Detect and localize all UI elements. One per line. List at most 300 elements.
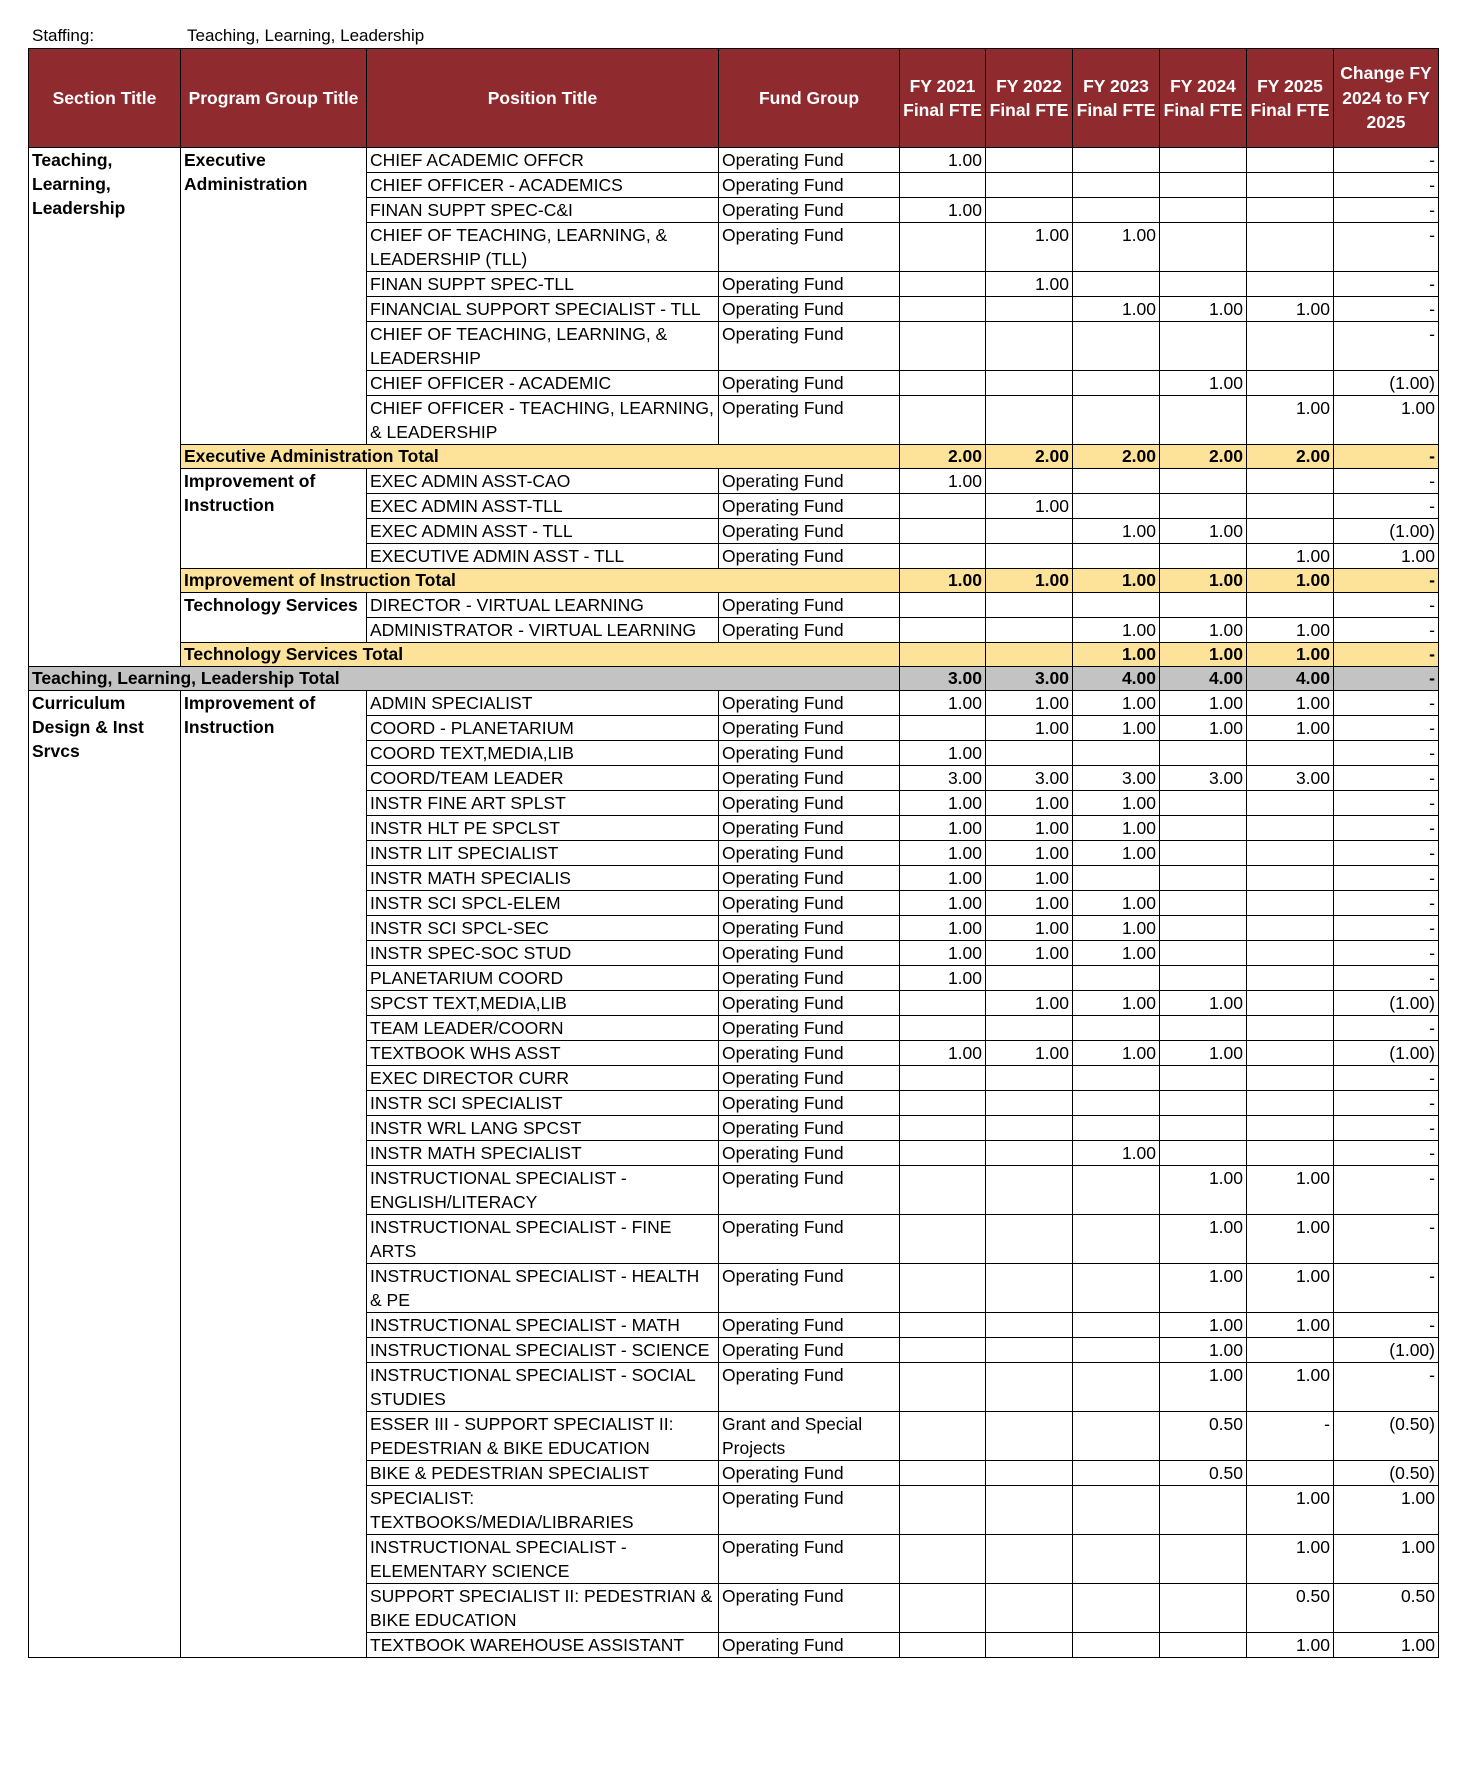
fy2023-cell: 1.00 <box>1073 816 1160 841</box>
fy2021-cell: 1.00 <box>900 1041 986 1066</box>
fy2021-cell <box>900 272 986 297</box>
fund-group-cell: Operating Fund <box>719 1116 900 1141</box>
total-fy2021-cell: 1.00 <box>900 569 986 593</box>
total-change-cell: - <box>1334 445 1439 469</box>
fy2024-cell <box>1160 966 1247 991</box>
fy2025-cell <box>1247 941 1334 966</box>
fy2021-cell: 1.00 <box>900 941 986 966</box>
fy2023-cell <box>1073 966 1160 991</box>
position-title-cell: INSTR SCI SPCL-ELEM <box>367 891 719 916</box>
fund-group-cell: Operating Fund <box>719 941 900 966</box>
fy2022-cell <box>986 173 1073 198</box>
fy2023-cell <box>1073 1016 1160 1041</box>
position-title-cell: SPECIALIST: TEXTBOOKS/MEDIA/LIBRARIES <box>367 1486 719 1535</box>
group-total-row <box>29 445 1439 469</box>
fund-group-cell: Operating Fund <box>719 691 900 716</box>
fy2024-cell: 1.00 <box>1160 691 1247 716</box>
fy2022-cell <box>986 322 1073 371</box>
fy2025-cell <box>1247 371 1334 396</box>
fund-group-cell: Operating Fund <box>719 1066 900 1091</box>
fy2024-cell <box>1160 322 1247 371</box>
change-cell: - <box>1334 1141 1439 1166</box>
fy2023-cell <box>1073 1313 1160 1338</box>
header-fy2024: FY 2024 Final FTE <box>1160 49 1247 148</box>
fy2025-cell <box>1247 223 1334 272</box>
fy2021-cell: 1.00 <box>900 816 986 841</box>
fund-group-cell: Grant and Special Projects <box>719 1412 900 1461</box>
fy2022-cell <box>986 1264 1073 1313</box>
change-cell: - <box>1334 297 1439 322</box>
change-cell: - <box>1334 1166 1439 1215</box>
fy2023-cell <box>1073 198 1160 223</box>
fy2023-cell <box>1073 396 1160 445</box>
fy2022-cell <box>986 1486 1073 1535</box>
fy2022-cell: 1.00 <box>986 841 1073 866</box>
caption-value: Teaching, Learning, Leadership <box>187 26 425 45</box>
position-title-cell: INSTRUCTIONAL SPECIALIST - FINE ARTS <box>367 1215 719 1264</box>
position-title-cell: PLANETARIUM COORD <box>367 966 719 991</box>
fy2023-cell: 1.00 <box>1073 916 1160 941</box>
fund-group-cell: Operating Fund <box>719 841 900 866</box>
change-cell: - <box>1334 691 1439 716</box>
fy2024-cell: 1.00 <box>1160 1363 1247 1412</box>
change-cell: - <box>1334 173 1439 198</box>
fy2025-cell: 1.00 <box>1247 1264 1334 1313</box>
change-cell: - <box>1334 322 1439 371</box>
fy2025-cell <box>1247 1041 1334 1066</box>
fy2023-cell: 1.00 <box>1073 297 1160 322</box>
fy2023-cell: 1.00 <box>1073 841 1160 866</box>
fy2021-cell <box>900 1363 986 1412</box>
fy2022-cell <box>986 1412 1073 1461</box>
fy2022-cell <box>986 198 1073 223</box>
fy2024-cell <box>1160 1486 1247 1535</box>
fy2021-cell <box>900 1412 986 1461</box>
fy2023-cell: 1.00 <box>1073 791 1160 816</box>
fy2025-cell <box>1247 1141 1334 1166</box>
fy2021-cell: 1.00 <box>900 741 986 766</box>
fy2023-cell <box>1073 1091 1160 1116</box>
total-fy2023-cell: 4.00 <box>1073 667 1160 691</box>
fy2021-cell <box>900 1264 986 1313</box>
program-group-cell: Executive Administration <box>181 148 367 445</box>
fy2022-cell: 1.00 <box>986 816 1073 841</box>
fy2021-cell: 1.00 <box>900 866 986 891</box>
change-cell: - <box>1334 1091 1439 1116</box>
fund-group-cell: Operating Fund <box>719 966 900 991</box>
fy2024-cell <box>1160 1584 1247 1633</box>
fy2023-cell: 1.00 <box>1073 519 1160 544</box>
header-program-group-title: Program Group Title <box>181 49 367 148</box>
fy2025-cell <box>1247 791 1334 816</box>
fy2025-cell <box>1247 866 1334 891</box>
fy2022-cell <box>986 1535 1073 1584</box>
change-cell: (1.00) <box>1334 1338 1439 1363</box>
change-cell: - <box>1334 469 1439 494</box>
fy2024-cell: 1.00 <box>1160 716 1247 741</box>
fy2021-cell <box>900 223 986 272</box>
position-title-cell: INSTRUCTIONAL SPECIALIST - SOCIAL STUDIES <box>367 1363 719 1412</box>
fy2023-cell <box>1073 741 1160 766</box>
fy2024-cell: 3.00 <box>1160 766 1247 791</box>
position-title-cell: TEXTBOOK WAREHOUSE ASSISTANT <box>367 1633 719 1658</box>
program-group-cell: Technology Services <box>181 593 367 643</box>
fy2021-cell <box>900 716 986 741</box>
fy2025-cell <box>1247 1338 1334 1363</box>
page-caption <box>32 26 425 46</box>
total-fy2021-cell: 3.00 <box>900 667 986 691</box>
position-title-cell: ESSER III - SUPPORT SPECIALIST II: PEDESTRIAN & BIKE EDUCATION <box>367 1412 719 1461</box>
change-cell: - <box>1334 1116 1439 1141</box>
position-title-cell: INSTR SCI SPCL-SEC <box>367 916 719 941</box>
change-cell: 1.00 <box>1334 396 1439 445</box>
fy2022-cell <box>986 1066 1073 1091</box>
fund-group-cell: Operating Fund <box>719 791 900 816</box>
fy2023-cell <box>1073 469 1160 494</box>
fy2022-cell <box>986 1215 1073 1264</box>
fy2022-cell <box>986 396 1073 445</box>
fy2021-cell <box>900 1016 986 1041</box>
fy2024-cell <box>1160 1066 1247 1091</box>
fy2024-cell <box>1160 148 1247 173</box>
change-cell: 0.50 <box>1334 1584 1439 1633</box>
table-body <box>29 148 1439 1658</box>
change-cell: (0.50) <box>1334 1412 1439 1461</box>
fy2024-cell <box>1160 198 1247 223</box>
fy2023-cell: 1.00 <box>1073 223 1160 272</box>
fy2021-cell <box>900 1313 986 1338</box>
table-row <box>29 469 1439 494</box>
fy2021-cell <box>900 396 986 445</box>
header-section-title: Section Title <box>29 49 181 148</box>
fy2023-cell <box>1073 1166 1160 1215</box>
fund-group-cell: Operating Fund <box>719 916 900 941</box>
fy2025-cell <box>1247 148 1334 173</box>
total-fy2024-cell: 1.00 <box>1160 569 1247 593</box>
fund-group-cell: Operating Fund <box>719 891 900 916</box>
fy2025-cell <box>1247 816 1334 841</box>
position-title-cell: CHIEF OFFICER - ACADEMICS <box>367 173 719 198</box>
fy2022-cell <box>986 1338 1073 1363</box>
position-title-cell: INSTR LIT SPECIALIST <box>367 841 719 866</box>
change-cell: - <box>1334 1215 1439 1264</box>
fy2023-cell: 1.00 <box>1073 991 1160 1016</box>
fy2021-cell <box>900 494 986 519</box>
fund-group-cell: Operating Fund <box>719 1091 900 1116</box>
change-cell: - <box>1334 198 1439 223</box>
fund-group-cell: Operating Fund <box>719 173 900 198</box>
position-title-cell: FINAN SUPPT SPEC-TLL <box>367 272 719 297</box>
fy2021-cell <box>900 1066 986 1091</box>
fy2024-cell: 1.00 <box>1160 371 1247 396</box>
fy2022-cell: 1.00 <box>986 1041 1073 1066</box>
fy2025-cell: 1.00 <box>1247 1215 1334 1264</box>
position-title-cell: EXEC ADMIN ASST - TLL <box>367 519 719 544</box>
fy2024-cell: 0.50 <box>1160 1461 1247 1486</box>
fy2023-cell: 1.00 <box>1073 941 1160 966</box>
change-cell: - <box>1334 148 1439 173</box>
position-title-cell: INSTRUCTIONAL SPECIALIST - ELEMENTARY SCIENCE <box>367 1535 719 1584</box>
fy2024-cell <box>1160 916 1247 941</box>
change-cell: (1.00) <box>1334 1041 1439 1066</box>
change-cell: - <box>1334 1066 1439 1091</box>
fy2025-cell <box>1247 966 1334 991</box>
fy2024-cell <box>1160 223 1247 272</box>
fy2022-cell <box>986 1166 1073 1215</box>
position-title-cell: INSTR WRL LANG SPCST <box>367 1116 719 1141</box>
position-title-cell: EXEC ADMIN ASST-TLL <box>367 494 719 519</box>
fy2022-cell: 1.00 <box>986 791 1073 816</box>
fund-group-cell: Operating Fund <box>719 1264 900 1313</box>
position-title-cell: EXEC ADMIN ASST-CAO <box>367 469 719 494</box>
fy2023-cell: 1.00 <box>1073 1141 1160 1166</box>
total-fy2021-cell: 2.00 <box>900 445 986 469</box>
fy2024-cell: 1.00 <box>1160 1166 1247 1215</box>
fy2024-cell: 1.00 <box>1160 618 1247 643</box>
fund-group-cell: Operating Fund <box>719 866 900 891</box>
fy2025-cell <box>1247 272 1334 297</box>
total-change-cell: - <box>1334 667 1439 691</box>
fy2022-cell <box>986 1584 1073 1633</box>
total-fy2024-cell: 2.00 <box>1160 445 1247 469</box>
fund-group-cell: Operating Fund <box>719 1016 900 1041</box>
fy2023-cell <box>1073 1535 1160 1584</box>
fy2024-cell <box>1160 173 1247 198</box>
fy2021-cell: 1.00 <box>900 148 986 173</box>
change-cell: (1.00) <box>1334 371 1439 396</box>
section-title-cell: Teaching, Learning, Leadership <box>29 148 181 667</box>
total-fy2022-cell: 3.00 <box>986 667 1073 691</box>
fund-group-cell: Operating Fund <box>719 272 900 297</box>
fund-group-cell: Operating Fund <box>719 469 900 494</box>
fund-group-cell: Operating Fund <box>719 1584 900 1633</box>
total-fy2025-cell: 4.00 <box>1247 667 1334 691</box>
fy2024-cell: 1.00 <box>1160 1215 1247 1264</box>
fy2024-cell <box>1160 272 1247 297</box>
fy2025-cell <box>1247 991 1334 1016</box>
position-title-cell: CHIEF OF TEACHING, LEARNING, & LEADERSHIP (TLL) <box>367 223 719 272</box>
change-cell: - <box>1334 593 1439 618</box>
fy2024-cell <box>1160 816 1247 841</box>
fund-group-cell: Operating Fund <box>719 494 900 519</box>
total-fy2023-cell: 1.00 <box>1073 569 1160 593</box>
position-title-cell: COORD - PLANETARIUM <box>367 716 719 741</box>
header-fy2025: FY 2025 Final FTE <box>1247 49 1334 148</box>
position-title-cell: INSTRUCTIONAL SPECIALIST - MATH <box>367 1313 719 1338</box>
header-fy2021: FY 2021 Final FTE <box>900 49 986 148</box>
fy2025-cell <box>1247 1016 1334 1041</box>
fy2025-cell: 1.00 <box>1247 1486 1334 1535</box>
header-fund-group: Fund Group <box>719 49 900 148</box>
fy2024-cell <box>1160 791 1247 816</box>
fy2023-cell <box>1073 1363 1160 1412</box>
fund-group-cell: Operating Fund <box>719 766 900 791</box>
change-cell: - <box>1334 941 1439 966</box>
change-cell: - <box>1334 741 1439 766</box>
fy2025-cell: 1.00 <box>1247 1313 1334 1338</box>
table-header-row <box>29 49 1439 148</box>
change-cell: - <box>1334 494 1439 519</box>
table-row <box>29 148 1439 173</box>
position-title-cell: FINANCIAL SUPPORT SPECIALIST - TLL <box>367 297 719 322</box>
fy2024-cell <box>1160 1141 1247 1166</box>
fy2021-cell: 1.00 <box>900 198 986 223</box>
fy2021-cell <box>900 618 986 643</box>
fund-group-cell: Operating Fund <box>719 1313 900 1338</box>
fund-group-cell: Operating Fund <box>719 396 900 445</box>
fy2022-cell: 1.00 <box>986 991 1073 1016</box>
fy2025-cell: 0.50 <box>1247 1584 1334 1633</box>
fy2022-cell: 1.00 <box>986 941 1073 966</box>
position-title-cell: CHIEF OFFICER - TEACHING, LEARNING, & LEADERSHIP <box>367 396 719 445</box>
change-cell: - <box>1334 816 1439 841</box>
total-fy2025-cell: 2.00 <box>1247 445 1334 469</box>
fund-group-cell: Operating Fund <box>719 593 900 618</box>
total-fy2023-cell: 2.00 <box>1073 445 1160 469</box>
fy2024-cell <box>1160 1016 1247 1041</box>
fy2022-cell <box>986 1141 1073 1166</box>
change-cell: - <box>1334 791 1439 816</box>
fy2022-cell: 3.00 <box>986 766 1073 791</box>
total-label: Technology Services Total <box>181 643 900 667</box>
fy2024-cell <box>1160 866 1247 891</box>
position-title-cell: INSTR SCI SPECIALIST <box>367 1091 719 1116</box>
fy2023-cell: 1.00 <box>1073 891 1160 916</box>
position-title-cell: INSTRUCTIONAL SPECIALIST - ENGLISH/LITERACY <box>367 1166 719 1215</box>
total-change-cell: - <box>1334 569 1439 593</box>
fy2021-cell <box>900 1461 986 1486</box>
fund-group-cell: Operating Fund <box>719 322 900 371</box>
fy2022-cell <box>986 1461 1073 1486</box>
change-cell: 1.00 <box>1334 1486 1439 1535</box>
position-title-cell: CHIEF ACADEMIC OFFCR <box>367 148 719 173</box>
total-fy2022-cell: 1.00 <box>986 569 1073 593</box>
fy2021-cell: 1.00 <box>900 966 986 991</box>
section-title-cell: Curriculum Design & Inst Srvcs <box>29 691 181 1658</box>
fy2023-cell <box>1073 148 1160 173</box>
fy2023-cell <box>1073 1116 1160 1141</box>
fund-group-cell: Operating Fund <box>719 1461 900 1486</box>
fund-group-cell: Operating Fund <box>719 1215 900 1264</box>
fy2022-cell: 1.00 <box>986 891 1073 916</box>
change-cell: - <box>1334 618 1439 643</box>
fy2025-cell: 1.00 <box>1247 396 1334 445</box>
fy2022-cell: 1.00 <box>986 716 1073 741</box>
fy2025-cell <box>1247 1066 1334 1091</box>
fund-group-cell: Operating Fund <box>719 1363 900 1412</box>
fy2021-cell: 1.00 <box>900 841 986 866</box>
fy2023-cell <box>1073 371 1160 396</box>
fund-group-cell: Operating Fund <box>719 297 900 322</box>
position-title-cell: INSTRUCTIONAL SPECIALIST - HEALTH & PE <box>367 1264 719 1313</box>
fy2023-cell: 1.00 <box>1073 716 1160 741</box>
position-title-cell: SUPPORT SPECIALIST II: PEDESTRIAN & BIKE EDUCATION <box>367 1584 719 1633</box>
fy2022-cell <box>986 297 1073 322</box>
total-fy2021-cell <box>900 643 986 667</box>
fy2021-cell <box>900 297 986 322</box>
fy2024-cell <box>1160 891 1247 916</box>
fy2022-cell <box>986 618 1073 643</box>
total-fy2024-cell: 4.00 <box>1160 667 1247 691</box>
fy2023-cell <box>1073 1633 1160 1658</box>
fund-group-cell: Operating Fund <box>719 618 900 643</box>
fy2025-cell: 1.00 <box>1247 691 1334 716</box>
position-title-cell: BIKE & PEDESTRIAN SPECIALIST <box>367 1461 719 1486</box>
fy2023-cell: 1.00 <box>1073 618 1160 643</box>
fund-group-cell: Operating Fund <box>719 716 900 741</box>
change-cell: - <box>1334 966 1439 991</box>
fy2023-cell <box>1073 544 1160 569</box>
fund-group-cell: Operating Fund <box>719 816 900 841</box>
position-title-cell: EXEC DIRECTOR CURR <box>367 1066 719 1091</box>
fy2024-cell: 1.00 <box>1160 297 1247 322</box>
fy2024-cell <box>1160 1633 1247 1658</box>
fy2025-cell <box>1247 494 1334 519</box>
fy2025-cell <box>1247 173 1334 198</box>
fy2021-cell <box>900 1535 986 1584</box>
fy2022-cell: 1.00 <box>986 916 1073 941</box>
table-row <box>29 593 1439 618</box>
fy2021-cell <box>900 1166 986 1215</box>
change-cell: (1.00) <box>1334 991 1439 1016</box>
position-title-cell: TEAM LEADER/COORN <box>367 1016 719 1041</box>
fy2021-cell <box>900 544 986 569</box>
fy2025-cell: 1.00 <box>1247 1363 1334 1412</box>
fy2024-cell: 1.00 <box>1160 1041 1247 1066</box>
fy2022-cell <box>986 966 1073 991</box>
change-cell: 1.00 <box>1334 1633 1439 1658</box>
fy2022-cell <box>986 469 1073 494</box>
fy2021-cell <box>900 593 986 618</box>
change-cell: 1.00 <box>1334 544 1439 569</box>
fy2022-cell <box>986 519 1073 544</box>
change-cell: - <box>1334 1016 1439 1041</box>
fy2023-cell: 1.00 <box>1073 691 1160 716</box>
position-title-cell: ADMIN SPECIALIST <box>367 691 719 716</box>
position-title-cell: INSTR HLT PE SPCLST <box>367 816 719 841</box>
fund-group-cell: Operating Fund <box>719 198 900 223</box>
fy2021-cell <box>900 1486 986 1535</box>
fy2022-cell <box>986 1313 1073 1338</box>
group-total-row <box>29 643 1439 667</box>
position-title-cell: SPCST TEXT,MEDIA,LIB <box>367 991 719 1016</box>
total-fy2025-cell: 1.00 <box>1247 643 1334 667</box>
fy2025-cell: 1.00 <box>1247 297 1334 322</box>
change-cell: - <box>1334 841 1439 866</box>
header-position-title: Position Title <box>367 49 719 148</box>
fy2022-cell <box>986 148 1073 173</box>
fy2025-cell <box>1247 1091 1334 1116</box>
change-cell: - <box>1334 1313 1439 1338</box>
fund-group-cell: Operating Fund <box>719 519 900 544</box>
total-fy2023-cell: 1.00 <box>1073 643 1160 667</box>
fy2023-cell <box>1073 1584 1160 1633</box>
header-fy2023: FY 2023 Final FTE <box>1073 49 1160 148</box>
position-title-cell: EXECUTIVE ADMIN ASST - TLL <box>367 544 719 569</box>
fy2023-cell <box>1073 1066 1160 1091</box>
fy2022-cell <box>986 1363 1073 1412</box>
position-title-cell: INSTRUCTIONAL SPECIALIST - SCIENCE <box>367 1338 719 1363</box>
fy2021-cell <box>900 322 986 371</box>
fund-group-cell: Operating Fund <box>719 1141 900 1166</box>
fy2022-cell <box>986 371 1073 396</box>
fy2025-cell <box>1247 519 1334 544</box>
change-cell: - <box>1334 866 1439 891</box>
fy2022-cell <box>986 593 1073 618</box>
fy2024-cell <box>1160 494 1247 519</box>
change-cell: (1.00) <box>1334 519 1439 544</box>
fy2024-cell: 1.00 <box>1160 1264 1247 1313</box>
